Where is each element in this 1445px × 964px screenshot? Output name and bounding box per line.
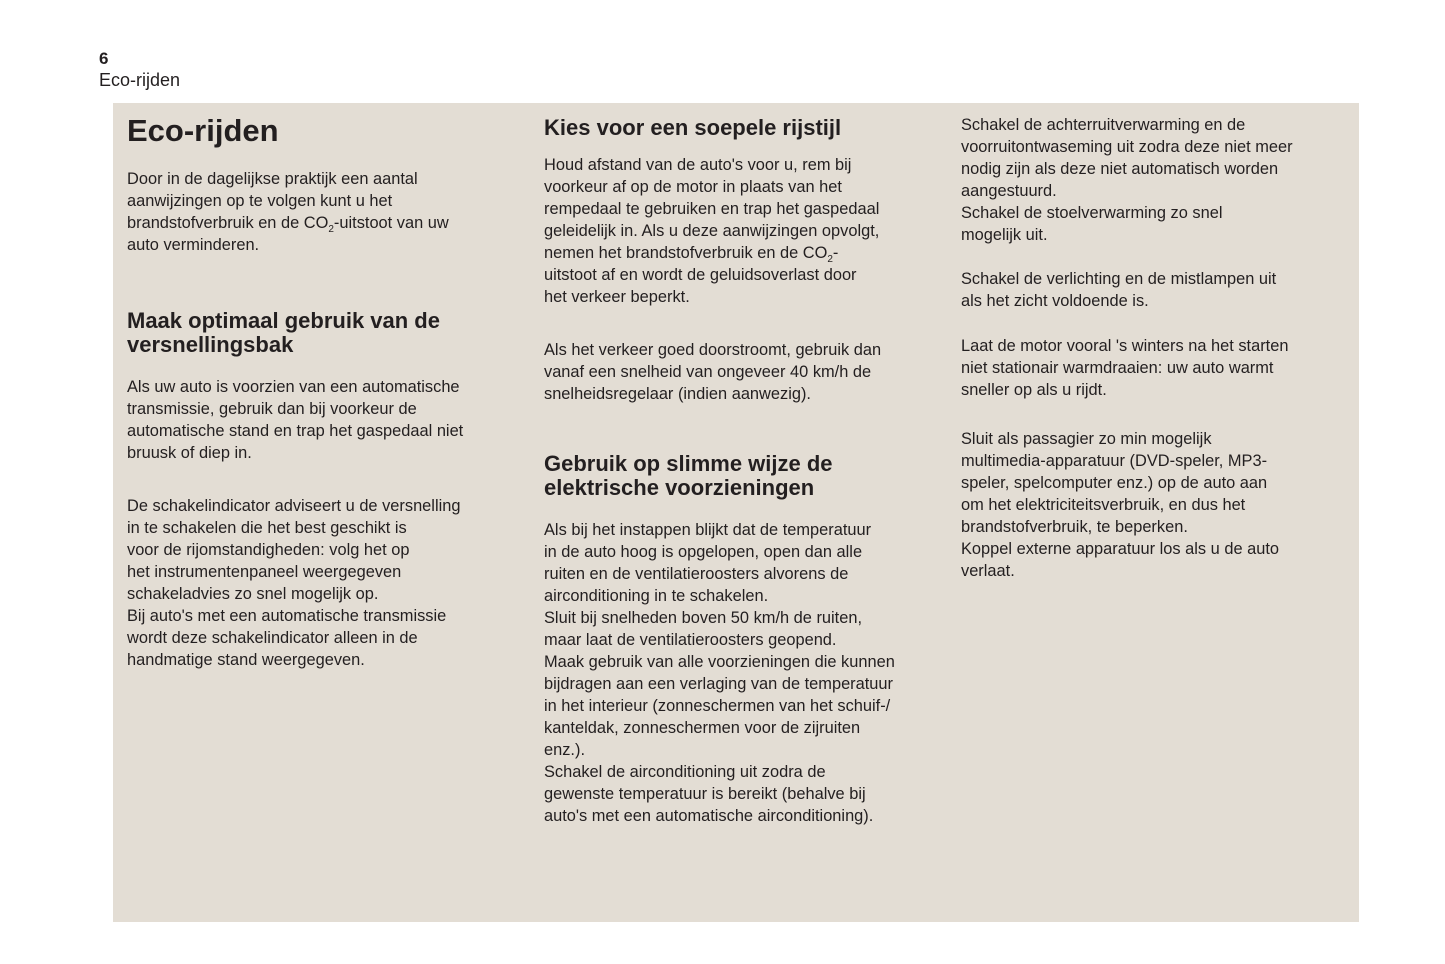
- text-line: maar laat de ventilatieroosters geopend.: [544, 631, 837, 649]
- text-line: sneller op als u rijdt.: [961, 381, 1107, 399]
- text-line: vanaf een snelheid van ongeveer 40 km/h de: [544, 363, 872, 381]
- text-line: Schakel de stoelverwarming zo snel: [961, 204, 1223, 222]
- text-line: uitstoot af en wordt de geluidsoverlast door: [544, 266, 857, 284]
- text-line: Schakel de verlichting en de mistlampen uit: [961, 270, 1277, 288]
- text-line: Bij auto's met een automatische transmissie: [127, 607, 447, 625]
- text-line: Als bij het instappen blijkt dat de temperatuur: [544, 521, 872, 539]
- text-line: Schakel de achterruitverwarming en de: [961, 116, 1246, 134]
- text-line: Koppel externe apparatuur los als u de auto: [961, 540, 1280, 558]
- text-line: het verkeer beperkt.: [544, 288, 690, 306]
- text-line: aangestuurd.: [961, 182, 1057, 200]
- co2-suffix: -uitstoot van uw: [333, 214, 449, 232]
- co2-subscript: 2: [827, 254, 833, 265]
- text-line: transmissie, gebruik dan bij voorkeur de: [127, 400, 417, 418]
- text-line: handmatige stand weergegeven.: [127, 651, 365, 669]
- text-line: snelheidsregelaar (indien aanwezig).: [544, 385, 811, 403]
- text-line: [544, 242, 838, 264]
- text-line: Sluit bij snelheden boven 50 km/h de ruiten,: [544, 609, 863, 627]
- text-line: Door in de dagelijkse praktijk een aantal: [127, 170, 418, 188]
- text-line: auto's met een automatische airconditioning).: [544, 807, 874, 825]
- text-line: kanteldak, zonneschermen voor de zijruiten: [544, 719, 861, 737]
- heading-line: Maak optimaal gebruik van de: [127, 308, 440, 333]
- content-panel: [113, 103, 1359, 922]
- text-line: Laat de motor vooral 's winters na het starten: [961, 337, 1289, 355]
- text-line: aanwijzingen op te volgen kunt u het: [127, 192, 393, 210]
- text-line: als het zicht voldoende is.: [961, 292, 1149, 310]
- heading-line: Gebruik op slimme wijze de: [544, 451, 833, 476]
- co2-suffix: -: [832, 244, 839, 262]
- text-line: om het elektriciteitsverbruik, en dus het: [961, 496, 1246, 514]
- text-line: voorruitontwaseming uit zodra deze niet meer: [961, 138, 1293, 156]
- text-line: auto verminderen.: [127, 236, 260, 254]
- text-line: Als uw auto is voorzien van een automatische: [127, 378, 460, 396]
- text-line: niet stationair warmdraaien: uw auto warmt: [961, 359, 1274, 377]
- text-line: Sluit als passagier zo min mogelijk: [961, 430, 1212, 448]
- text-line: bruusk of diep in.: [127, 444, 252, 462]
- text-line: automatische stand en trap het gaspedaal niet: [127, 422, 464, 440]
- co2-subscript: 2: [328, 224, 334, 235]
- text-line: Houd afstand van de auto's voor u, rem bij: [544, 156, 852, 174]
- text-line: wordt deze schakelindicator alleen in de: [127, 629, 418, 647]
- page-number: 6: [99, 49, 109, 68]
- text-line: rempedaal te gebruiken en trap het gaspedaal: [544, 200, 880, 218]
- text-line: verlaat.: [961, 562, 1015, 580]
- co2-prefix: brandstofverbruik en de CO: [127, 214, 329, 232]
- text-line: voorkeur af op de motor in plaats van het: [544, 178, 842, 196]
- text-line: enz.).: [544, 741, 585, 759]
- text-line: brandstofverbruik, te beperken.: [961, 518, 1188, 536]
- text-line: Als het verkeer goed doorstroomt, gebruik dan: [544, 341, 882, 359]
- text-line: schakeladvies zo snel mogelijk op.: [127, 585, 379, 603]
- text-line: mogelijk uit.: [961, 226, 1048, 244]
- running-head: Eco-rijden: [99, 70, 181, 90]
- text-line: [127, 212, 449, 234]
- text-line: airconditioning in te schakelen.: [544, 587, 769, 605]
- text-line: in het interieur (zonneschermen van het schuif-/: [544, 697, 891, 715]
- text-line: in te schakelen die het best geschikt is: [127, 519, 407, 537]
- text-line: speler, spelcomputer enz.) op de auto aan: [961, 474, 1268, 492]
- text-line: Schakel de airconditioning uit zodra de: [544, 763, 826, 781]
- text-line: multimedia-apparatuur (DVD-speler, MP3-: [961, 452, 1268, 470]
- text-line: Maak gebruik van alle voorzieningen die kunnen: [544, 653, 895, 671]
- text-line: in de auto hoog is opgelopen, open dan alle: [544, 543, 863, 561]
- co2-prefix: nemen het brandstofverbruik en de CO: [544, 244, 828, 262]
- text-line: geleidelijk in. Als u deze aanwijzingen opvolgt,: [544, 222, 880, 240]
- text-line: het instrumentenpaneel weergegeven: [127, 563, 402, 581]
- text-line: ruiten en de ventilatieroosters alvorens de: [544, 565, 849, 583]
- text-line: De schakelindicator adviseert u de versnelling: [127, 497, 461, 515]
- section-heading: Kies voor een soepele rijstijl: [544, 115, 842, 140]
- page-title: Eco-rijden: [127, 113, 279, 148]
- text-line: bijdragen aan een verlaging van de temperatuur: [544, 675, 893, 693]
- text-line: voor de rijomstandigheden: volg het op: [127, 541, 410, 559]
- text-line: nodig zijn als deze niet automatisch worden: [961, 160, 1279, 178]
- heading-line: versnellingsbak: [127, 332, 294, 357]
- heading-line: elektrische voorzieningen: [544, 475, 815, 500]
- text-line: gewenste temperatuur is bereikt (behalve bij: [544, 785, 866, 803]
